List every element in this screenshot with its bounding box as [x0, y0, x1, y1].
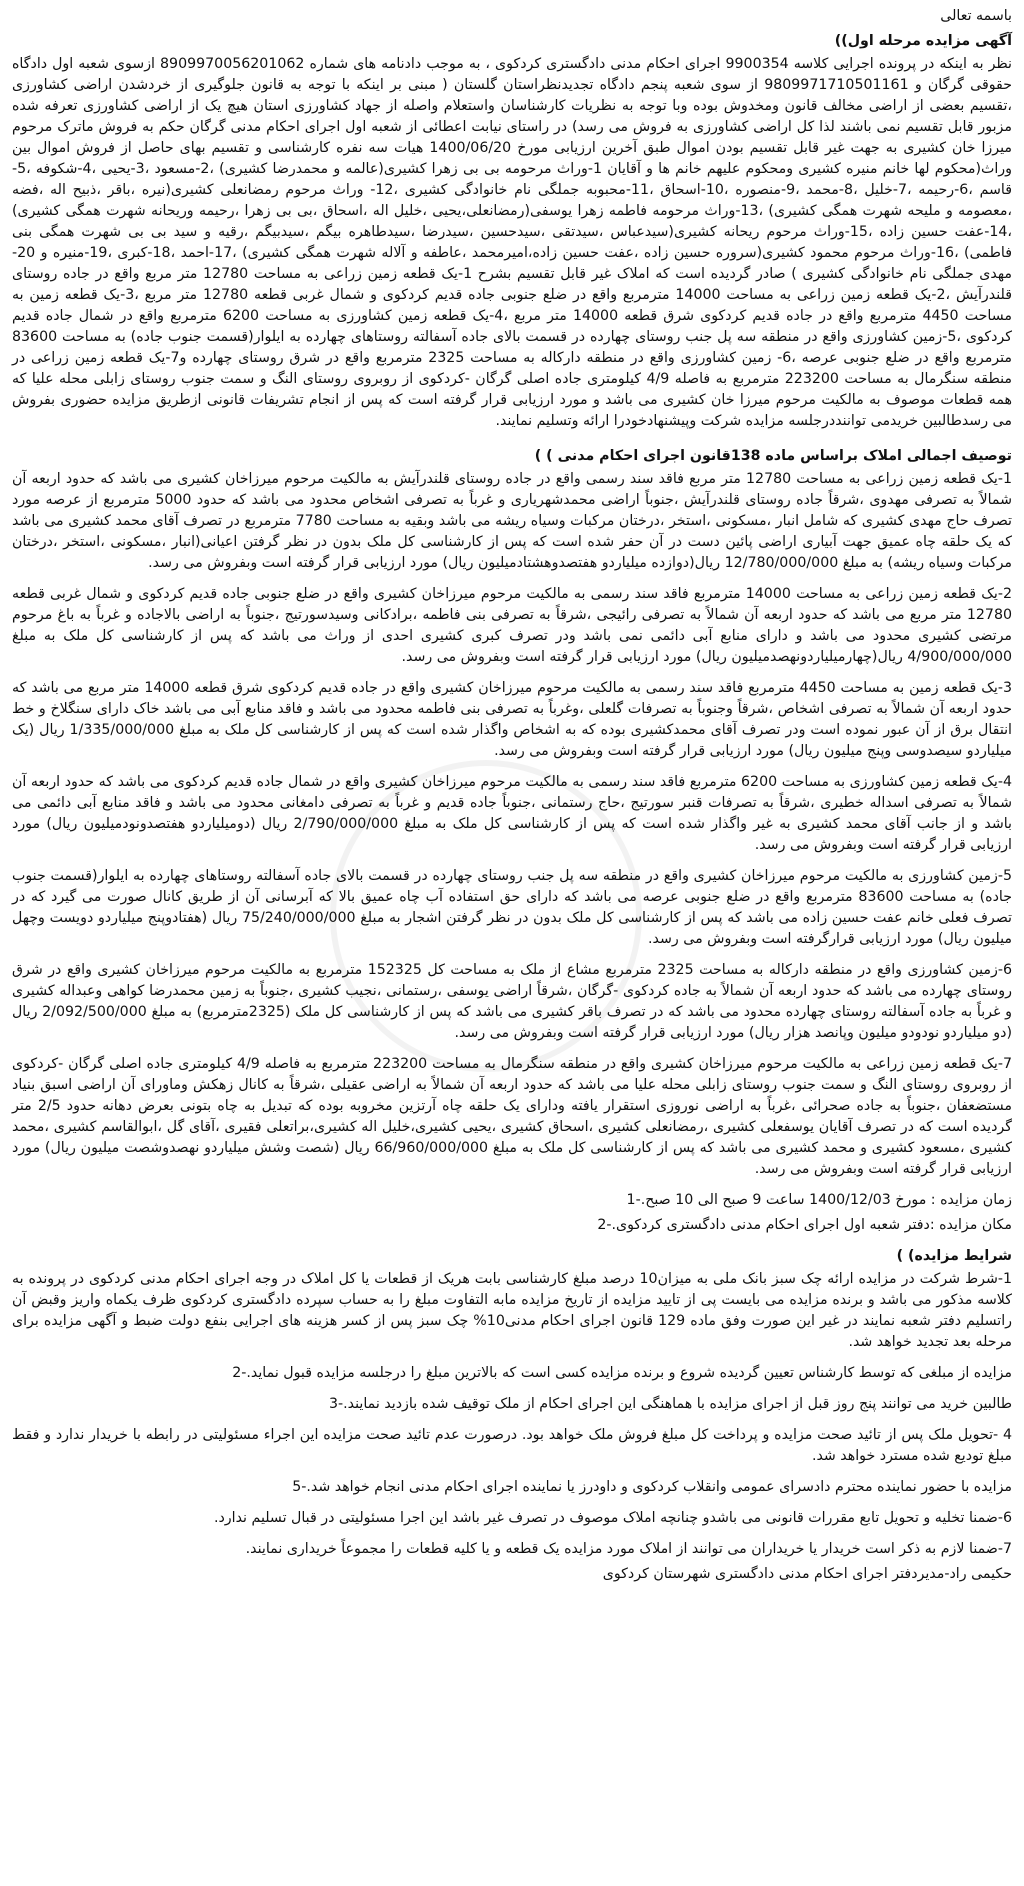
- condition-6: 6-ضمنا تخلیه و تحویل تابع مقررات قانونی می باشدو چنانچه املاک موصوف در تصرف غیر باشد این اجرا مسئولیتی در قبال تسلیم ندارد.: [213, 1510, 1012, 1526]
- notice-title: آگهی مزایده مرحله اول)): [834, 33, 1012, 49]
- parcel-3: 3-یک قطعه زمین به مساحت 4450 مترمربع فاقد سند رسمی به مالکیت مرحوم میرزاخان کشیری واقع در جاده قدیم کردکوی شرق قطعه 14000 متر مربع می باشد که حدود اربعه آن شمالاً به تصرفی اشخاص ،شرقاً وجنوباً به تصرفات گلعلی ،وغرباً به تصرفی بنی فاطمه محدود می باشد و فاقد منابع آبی می باشد خاک دارای سنگلاخ و خط انتقال برق از آن عبور نموده است ودر تصرف آقای محمدکشیری بوده که به اشخاص واگذار شده است که پس از کارشناسی کل ملک به مبلغ 1/335/000/000 ریال (یک میلیاردو سیصدوسی وپنج میلیون ریال) مورد ارزیابی قرار گرفته است وبفروش می رسد.: [12, 680, 1012, 759]
- auction-place: مکان مزایده :دفتر شعبه اول اجرای احکام مدنی دادگستری کردکوی.-2: [597, 1217, 1012, 1233]
- description-heading: توصیف اجمالی املاک براساس ماده 138قانون اجرای احکام مدنی ) ): [534, 448, 1012, 464]
- condition-4: 4 -تحویل ملک پس از تائید صحت مزایده و پرداخت کل مبلغ فروش ملک خواهد بود. درصورت عدم تائید صحت مزایده این اجراء مسئولیتی در رابطه با خریدار ندارد و فقط مبلغ تودیع شده مسترد خواهد شد.: [12, 1427, 1012, 1464]
- parcel-1: 1-یک قطعه زمین زراعی به مساحت 12780 متر مربع فاقد سند رسمی واقع در جاده روستای قلندرآیش به مالکیت مرحوم میرزاخان کشیری می باشد که حدود اربعه آن شمالاً به تصرفی مهدوی ،شرقاً جاده روستای قلندرآیش ،جنوباً اراضی محمدشهریاری و غرباً به تصرفی اشخاص محدود می باشد که حدود 5000 مترمربع از عرصه مورد تصرف حاج مهدی کشیری که شامل انبار ،مسکونی ،استخر ،درختان مرکبات وسیاه ریشه می باشد وبقیه به مساحت 7780 مترمربع در تصرف آقای محمد کشیری می باشد که یک حلقه چاه عمیق جهت آبیاری اراضی پائین دست در آن حفر شده است که پس از کارشناسی کل ملک بدون در نظر گرفتن اعیانی(انبار ،مسکونی ،استخر ،درختان مرکبات وسیاه ریشه) به مبلغ 12/780/000/000 ریال(دوازده میلیاردو هفتصدوهشتادمیلیون ریال) مورد ارزیابی قرار گرفته است وبفروش می رسد.: [12, 471, 1012, 571]
- condition-3: طالبین خرید می توانند پنج روز قبل از اجرای مزایده با هماهنگی این اجرای احکام از ملک توقیف شده بازدید نمایند.-3: [329, 1396, 1012, 1412]
- parcel-6: 6-زمین کشاورزی واقع در منطقه دارکاله به مساحت 2325 مترمربع مشاع از ملک به مساحت کل 152325 مترمربع به مالکیت مرحوم میرزاخان کشیری واقع در شرق روستای چهارده می باشد که حدود اربعه آن شمالاً به جاده کردکوی -گرگان ،شرقاً اراضی یوسفی ،رستمانی ،نجیب کشیری ،جنوباً به زمین محمدرضا کواهی وعبداله کشیری و غرباً به جاده آسفالته روستای چهارده محدود می باشد که در تصرف باقر کشیری می باشد که پس از کارشناسی کل ملک (2325مترمربع) به مبلغ 2/092/500/000 ریال (دو میلیاردو نودودو میلیون وپانصد هزار ریال) مورد ارزیابی قرار گرفته است وبفروش می رسد.: [12, 962, 1013, 1041]
- signature-line: حکیمی راد-مدیردفتر اجرای احکام مدنی دادگستری شهرستان کردکوی: [602, 1566, 1012, 1582]
- condition-5: مزایده با حضور نماینده محترم دادسرای عمومی وانقلاب کردکوی و داودرز یا نماینده اجرای احکام مدنی انجام خواهد شد.-5: [292, 1479, 1012, 1495]
- condition-7: 7-ضمنا لازم به ذکر است خریدار یا خریداران می توانند از املاک مورد مزایده یک قطعه و یا کلیه قطعات را مجموعاً خریداری نمایند.: [245, 1541, 1012, 1557]
- parcel-7: 7-یک قطعه زمین زراعی به مالکیت مرحوم میرزاخان کشیری واقع در منطقه سنگرمال به مساحت 223200 مترمربع به فاصله 4/9 کیلومتری جاده اصلی گرگان -کردکوی از روبروی روستای النگ و سمت جنوب روستای زابلی محله علیا می باشد که حدود اربعه آن شمالاً به اراضی عقیلی ،شرقاً به کانال زهکش وماورای آن اراضی اسبق بنیاد مستضعفان ،جنوباً به جاده صحرائی ،غرباً به اراضی نوروزی استقرار یافته ودارای یک حلقه چاه آرتزین مخروبه بوده که تبدیل به چاه بتونی بعرض دهانه حدود 2/5 متر گردیده است که در تصرف آقایان یوسفعلی کشیری ،رمضانعلی کشیری ،اسحاق کشیری ،یحیی کشیری،خلیل اله کشیری،براتعلی فقیری ،آقای گل ،ابوالقاسم کشیری ،محمد کشیری ،مسعود کشیری و محمد کشیری می باشد که پس از کارشناسی کل ملک به مبلغ 66/960/000/000 ریال (شصت وشش میلیاردو نهصدوشصت میلیون ریال) مورد ارزیابی قرار گرفته است وبفروش می رسد.: [12, 1056, 1013, 1177]
- parcel-4: 4-یک قطعه زمین کشاورزی به مساحت 6200 مترمربع فاقد سند رسمی به مالکیت مرحوم میرزاخان کشیری واقع در شمال جاده قدیم کردکوی می باشد که حدود اربعه آن شمالاً به تصرفی اسداله خطیری ،شرقاً به تصرفات قنبر سورتیج ،حاج رستمانی ،جنوباً جاده قدیم و غرباً به تصرفی دامغانی محدود می باشد و فاقد منابع آبی دائمی می باشد و از جانب آقای محمد کشیری به غیر واگذار شده است که پس از کارشناسی کل ملک به مبلغ 2/790/000/000 ریال (دومیلیاردو هفتصدونودمیلیون ریال) مورد ارزیابی قرار گرفته است وبفروش می رسد.: [12, 774, 1012, 853]
- parcel-2: 2-یک قطعه زمین زراعی به مساحت 14000 مترمربع فاقد سند رسمی به مالکیت مرحوم میرزاخان کشیری واقع در ضلع جنوبی جاده قدیم کردکوی و شمال غربی قطعه 12780 متر مربع می باشد که حدود اربعه آن شمالاً به تصرفی رائیجی ،شرقاً به تصرفی بنی فاطمه ،برادکانی وسیدسورتیج ،جنوباً به اراضی بالاجاده و غرباً به باغ مرحوم مرتضی کشیری محدود می باشد و دارای منابع آبی دائمی نمی باشد ودر تصرف کبری کشیری احدی از وراث می باشد که پس از کارشناسی کل ملک به مبلغ 4/900/000/000 ریال(چهارمیلیاردونهصدمیلیون ریال) مورد ارزیابی قرار گرفته است وبفروش می رسد.: [12, 586, 1013, 665]
- intro-paragraph: نظر به اینکه در پرونده اجرایی کلاسه 9900354 اجرای احکام مدنی دادگستری کردکوی ، به موجب دادنامه های شماره 8909970056201062 ازسوی شعبه اول دادگاه حقوقی گرگان و 9809971710501161 از سوی شعبه پنجم دادگاه تجدیدنظراستان گلستان ( مبنی بر اینکه با توجه به قانون جلوگیری از خردشدن اراضی کشاورزی ،تقسیم بعضی از اراضی مخالف قانون ومخدوش بوده وبا توجه به نظریات کارشناسان واستعلام واصله از جهاد کشاورزی استان هیچ یک از اراضی کشاورزی تعرفه شده مزبور قابل تقسیم نمی باشند لذا کل اراضی کشاورزی به فروش می رسد) در راستای نیابت اعطائی از شعبه اول اجرای احکام مدنی گرگان حکم به فروش ماترک مرحوم میرزا خان کشیری به جهت غیر قابل تقسیم بودن اموال طبق آخرین ارزیابی مورخ 1400/06/20 هیات سه نفره کارشناسی و تقسیم بهای حاصل از فروش اموال بین وراث(محکوم لها خانم منیره کشیری ومحکوم علیهم خانم ها و آقایان 1-وراث مرحومه بی بی زهرا کشیری(عالمه و محمدرضا کشیری) ،2-مسعود ،3-یحیی ،4-شکوفه ،5-قاسم ،6-رحیمه ،7-خلیل ،8-محمد ،9-منصوره ،10-اسحاق ،11-محبوبه جملگی نام خانوادگی کشیری ،12- وراث مرحوم رمضانعلی کشیری(نیره ،باقر ،ذبیح اله ،فضه ،معصومه و ملیحه شهرت همگی کشیری) ،13-وراث مرحومه فاطمه زهرا یوسفی(رمضانعلی،یحیی ،خلیل اله ،اسحاق ،بی بی زهرا ،رحیمه وریحانه شهرت همگی کشیری) ،14-عفت حسین زاده ،15-وراث مرحوم ریحانه کشیری(سیدعباس ،سیدتقی ،سیدحسین ،سیدرضا ،سیدطاهره بیگم ،سیدبیگم ،رقیه و سید بی بی شهرت همگی بنی فاطمی) ،16-وراث مرحوم محمود کشیری(سروره حسین زاده ،عفت حسین زاده،امیرمحمد ،عاطفه و آلاله شهرت همگی کشیری) ،17-احمد ،18-کبری ،19-منیره و 20-مهدی جملگی نام خانوادگی کشیری ) صادر گردیده است که املاک غیر قابل تقسیم بشرح 1-یک قطعه زمین زراعی به مساحت 12780 متر مربع واقع در جاده روستای قلندرآیش ،2-یک قطعه زمین زراعی به مساحت 14000 مترمربع واقع در ضلع جنوبی جاده قدیم کردکوی و شمال غربی قطعه 12780 متر مربع ،3-یک قطعه زمین به مساحت 4450 مترمربع واقع در جاده قدیم کردکوی شرق قطعه 14000 متر مربع ،4-یک قطعه زمین کشاورزی به مساحت 6200 مترمربع واقع در شمال جاده قدیم کردکوی ،5-زمین کشاورزی واقع در منطقه سه پل جنب روستای چهارده در قسمت بالای جاده آسفالته روستاهای چهارده به ایلوار(قسمت جنوب جاده) به مساحت 83600 مترمربع واقع در ضلع جنوبی عرصه ،6- زمین کشاورزی واقع در منطقه دارکاله به مساحت 2325 مترمربع واقع در شرق روستای چهارده و7-یک قطعه زمین زراعی در منطقه سنگرمال به مساحت 223200 مترمربع به فاصله 4/9 کیلومتری جاده اصلی گرگان -کردکوی از روبروی روستای النگ و سمت جنوب روستای زابلی محله علیا که همه قطعات موصوف به مالکیت مرحوم میرزا خان کشیری می باشد و مورد ارزیابی قرار گرفته است که پس از انجام تشریفات قانونی ازطریق مزایده حضوری بفروش می رسدطالبین خریدمی توانندد‌رجلسه مزایده شرکت وپیشنهادخودرا ارائه وتسلیم نمایند.: [12, 56, 1013, 429]
- invocation: باسمه تعالی: [940, 8, 1012, 24]
- parcel-5: 5-زمین کشاورزی به مالکیت مرحوم میرزاخان کشیری واقع در منطقه سه پل جنب روستای چهارده در قسمت بالای جاده آسفالته روستاهای چهارده به ایلوار(قسمت جنوب جاده) به مساحت 83600 مترمربع واقع در ضلع جنوبی عرصه می باشد که دارای حق استفاده آب چاه عمیق بالا که آبرسانی آن از طریق کانال صورت می گیرد که در تصرف فعلی خانم عفت حسین زاده می باشد که پس از کارشناسی کل ملک بدون در نظر گرفتن اشجار به مبلغ 75/240/000/000 ریال (هفتادوپنج میلیاردو دویست وچهل میلیون ریال) مورد ارزیابی قرارگرفته است وبفروش می رسد.: [12, 868, 1012, 947]
- condition-2: مزایده از مبلغی که توسط کارشناس تعیین گردیده شروع و برنده مزایده کسی است که بالاترین مبلغ را درجلسه مزایده قبول نماید.-2: [232, 1365, 1012, 1381]
- condition-1: 1-شرط شرکت در مزایده ارائه چک سبز بانک ملی به میزان10 درصد مبلغ کارشناسی بابت هریک از قطعات یا کل املاک در وجه اجرای احکام مدنی کردکوی در پرونده به کلاسه مذکور می باشد و برنده مزایده می بایست پی از تایید مزایده از تاریخ مزایده مابه التفاوت مبلغ را به حساب سپرده دادگستری کردکوی ظرف یکماه واریز وقبض آن راتسلیم دفتر شعبه نمایند در غیر این صورت وفق ماده 129 قانون اجرای احکام مدنی10% چک سبز پس از کسر هزینه های اجرایی بنفع دولت ضبط و آگهی مزایده برای مرحله بعد تجدید خواهد شد.: [12, 1271, 1012, 1350]
- conditions-heading: شرایط مزایده) ): [896, 1248, 1012, 1264]
- auction-time: زمان مزایده : مورخ 1400/12/03 ساعت 9 صبح الی 10 صبح.-1: [626, 1192, 1012, 1208]
